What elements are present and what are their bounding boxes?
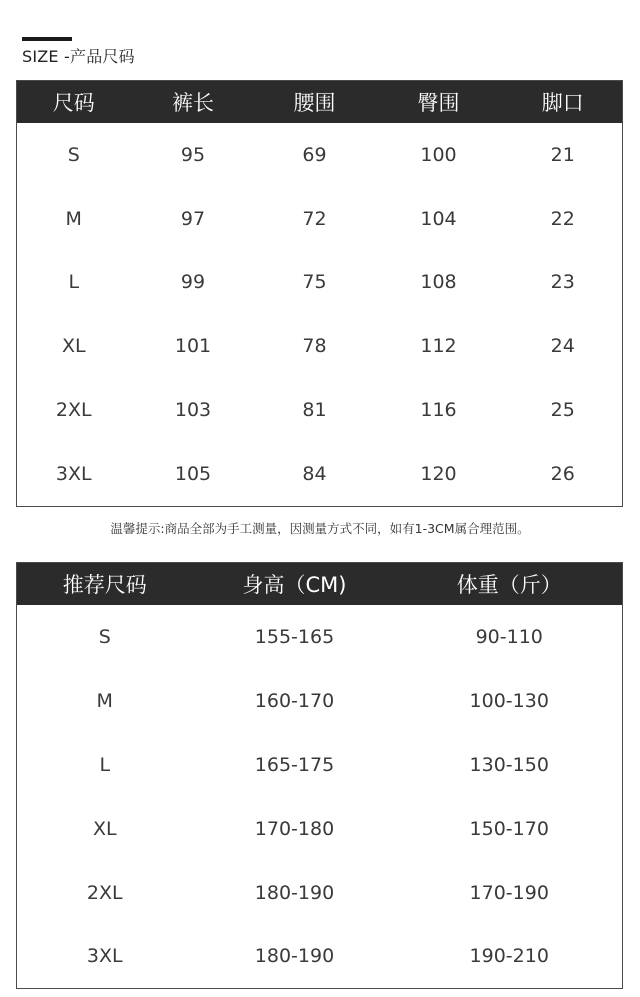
table-cell: 130-150	[469, 753, 549, 776]
table-row	[17, 669, 623, 733]
recommend-table	[16, 562, 623, 989]
table-cell: 170-180	[254, 817, 335, 840]
table-cell: 84	[302, 462, 327, 485]
table-cell: M	[96, 689, 113, 712]
table-cell: 180-190	[254, 945, 335, 968]
table-cell: L	[99, 753, 111, 776]
size-table-header-row	[17, 81, 623, 124]
table-row	[17, 861, 623, 925]
size-table-header-cell: 尺码	[52, 91, 95, 115]
table-cell: 180-190	[254, 881, 335, 904]
table-cell: 22	[550, 207, 575, 230]
table-cell: 81	[302, 399, 327, 422]
table-cell: 78	[302, 335, 327, 358]
table-cell: 3XL	[86, 945, 123, 968]
recommend-table-header-row	[17, 563, 623, 606]
table-row	[17, 442, 623, 506]
recommend-table-header-cell: 推荐尺码	[62, 573, 147, 597]
header-accent-bar	[22, 37, 72, 41]
table-cell: 150-170	[469, 817, 549, 840]
size-table-header-cell: 臀围	[417, 91, 460, 115]
table-cell: 72	[302, 207, 327, 230]
size-table	[16, 80, 623, 507]
table-cell: 112	[420, 335, 457, 358]
table-cell: 165-175	[254, 753, 335, 776]
size-table-header-cell: 腰围	[293, 91, 336, 115]
table-cell: XL	[92, 817, 117, 840]
table-cell: 101	[174, 335, 212, 358]
table-cell: 99	[180, 271, 206, 294]
table-cell: S	[67, 143, 80, 166]
size-table-header-cell: 裤长	[172, 91, 214, 115]
table-cell: 2XL	[86, 881, 123, 904]
table-cell: 100-130	[469, 689, 549, 712]
table-cell: 21	[550, 143, 575, 166]
table-cell: 95	[180, 143, 206, 166]
recommend-table-header-cell: 身高（CM)	[242, 573, 347, 597]
measurement-note: 温馨提示:商品全部为手工测量，因测量方式不同，如有1-3CM属合理范围。	[110, 521, 530, 536]
page-title: SIZE -产品尺码	[22, 47, 135, 66]
table-cell: 108	[420, 271, 457, 294]
table-row	[17, 924, 623, 988]
table-cell: 3XL	[55, 462, 92, 485]
table-row	[17, 123, 623, 187]
table-row	[17, 797, 623, 861]
table-cell: 25	[550, 399, 575, 422]
recommend-table-header-cell: 体重（斤）	[456, 573, 562, 597]
table-cell: 100	[420, 143, 457, 166]
table-cell: 24	[550, 335, 575, 358]
table-row	[17, 605, 623, 669]
table-cell: 190-210	[469, 945, 549, 968]
table-cell: L	[68, 271, 80, 294]
table-cell: 90-110	[475, 625, 543, 648]
table-cell: 75	[302, 271, 327, 294]
table-cell: 23	[550, 271, 575, 294]
size-table-header-cell: 脚口	[541, 91, 584, 115]
table-cell: 69	[302, 143, 327, 166]
table-cell: 2XL	[55, 399, 92, 422]
table-row	[17, 187, 623, 251]
table-row	[17, 378, 623, 442]
table-row	[17, 251, 623, 315]
table-cell: 105	[174, 462, 212, 485]
table-row	[17, 733, 623, 797]
table-cell: 104	[420, 207, 457, 230]
table-cell: 120	[420, 462, 457, 485]
table-row	[17, 314, 623, 378]
table-cell: M	[65, 207, 82, 230]
table-cell: 103	[174, 399, 212, 422]
table-cell: 155-165	[254, 625, 335, 648]
table-cell: 97	[180, 207, 206, 230]
table-cell: XL	[61, 335, 86, 358]
table-cell: S	[98, 625, 111, 648]
table-cell: 26	[550, 462, 575, 485]
table-cell: 160-170	[254, 689, 335, 712]
table-cell: 116	[420, 399, 457, 422]
table-cell: 170-190	[469, 881, 549, 904]
